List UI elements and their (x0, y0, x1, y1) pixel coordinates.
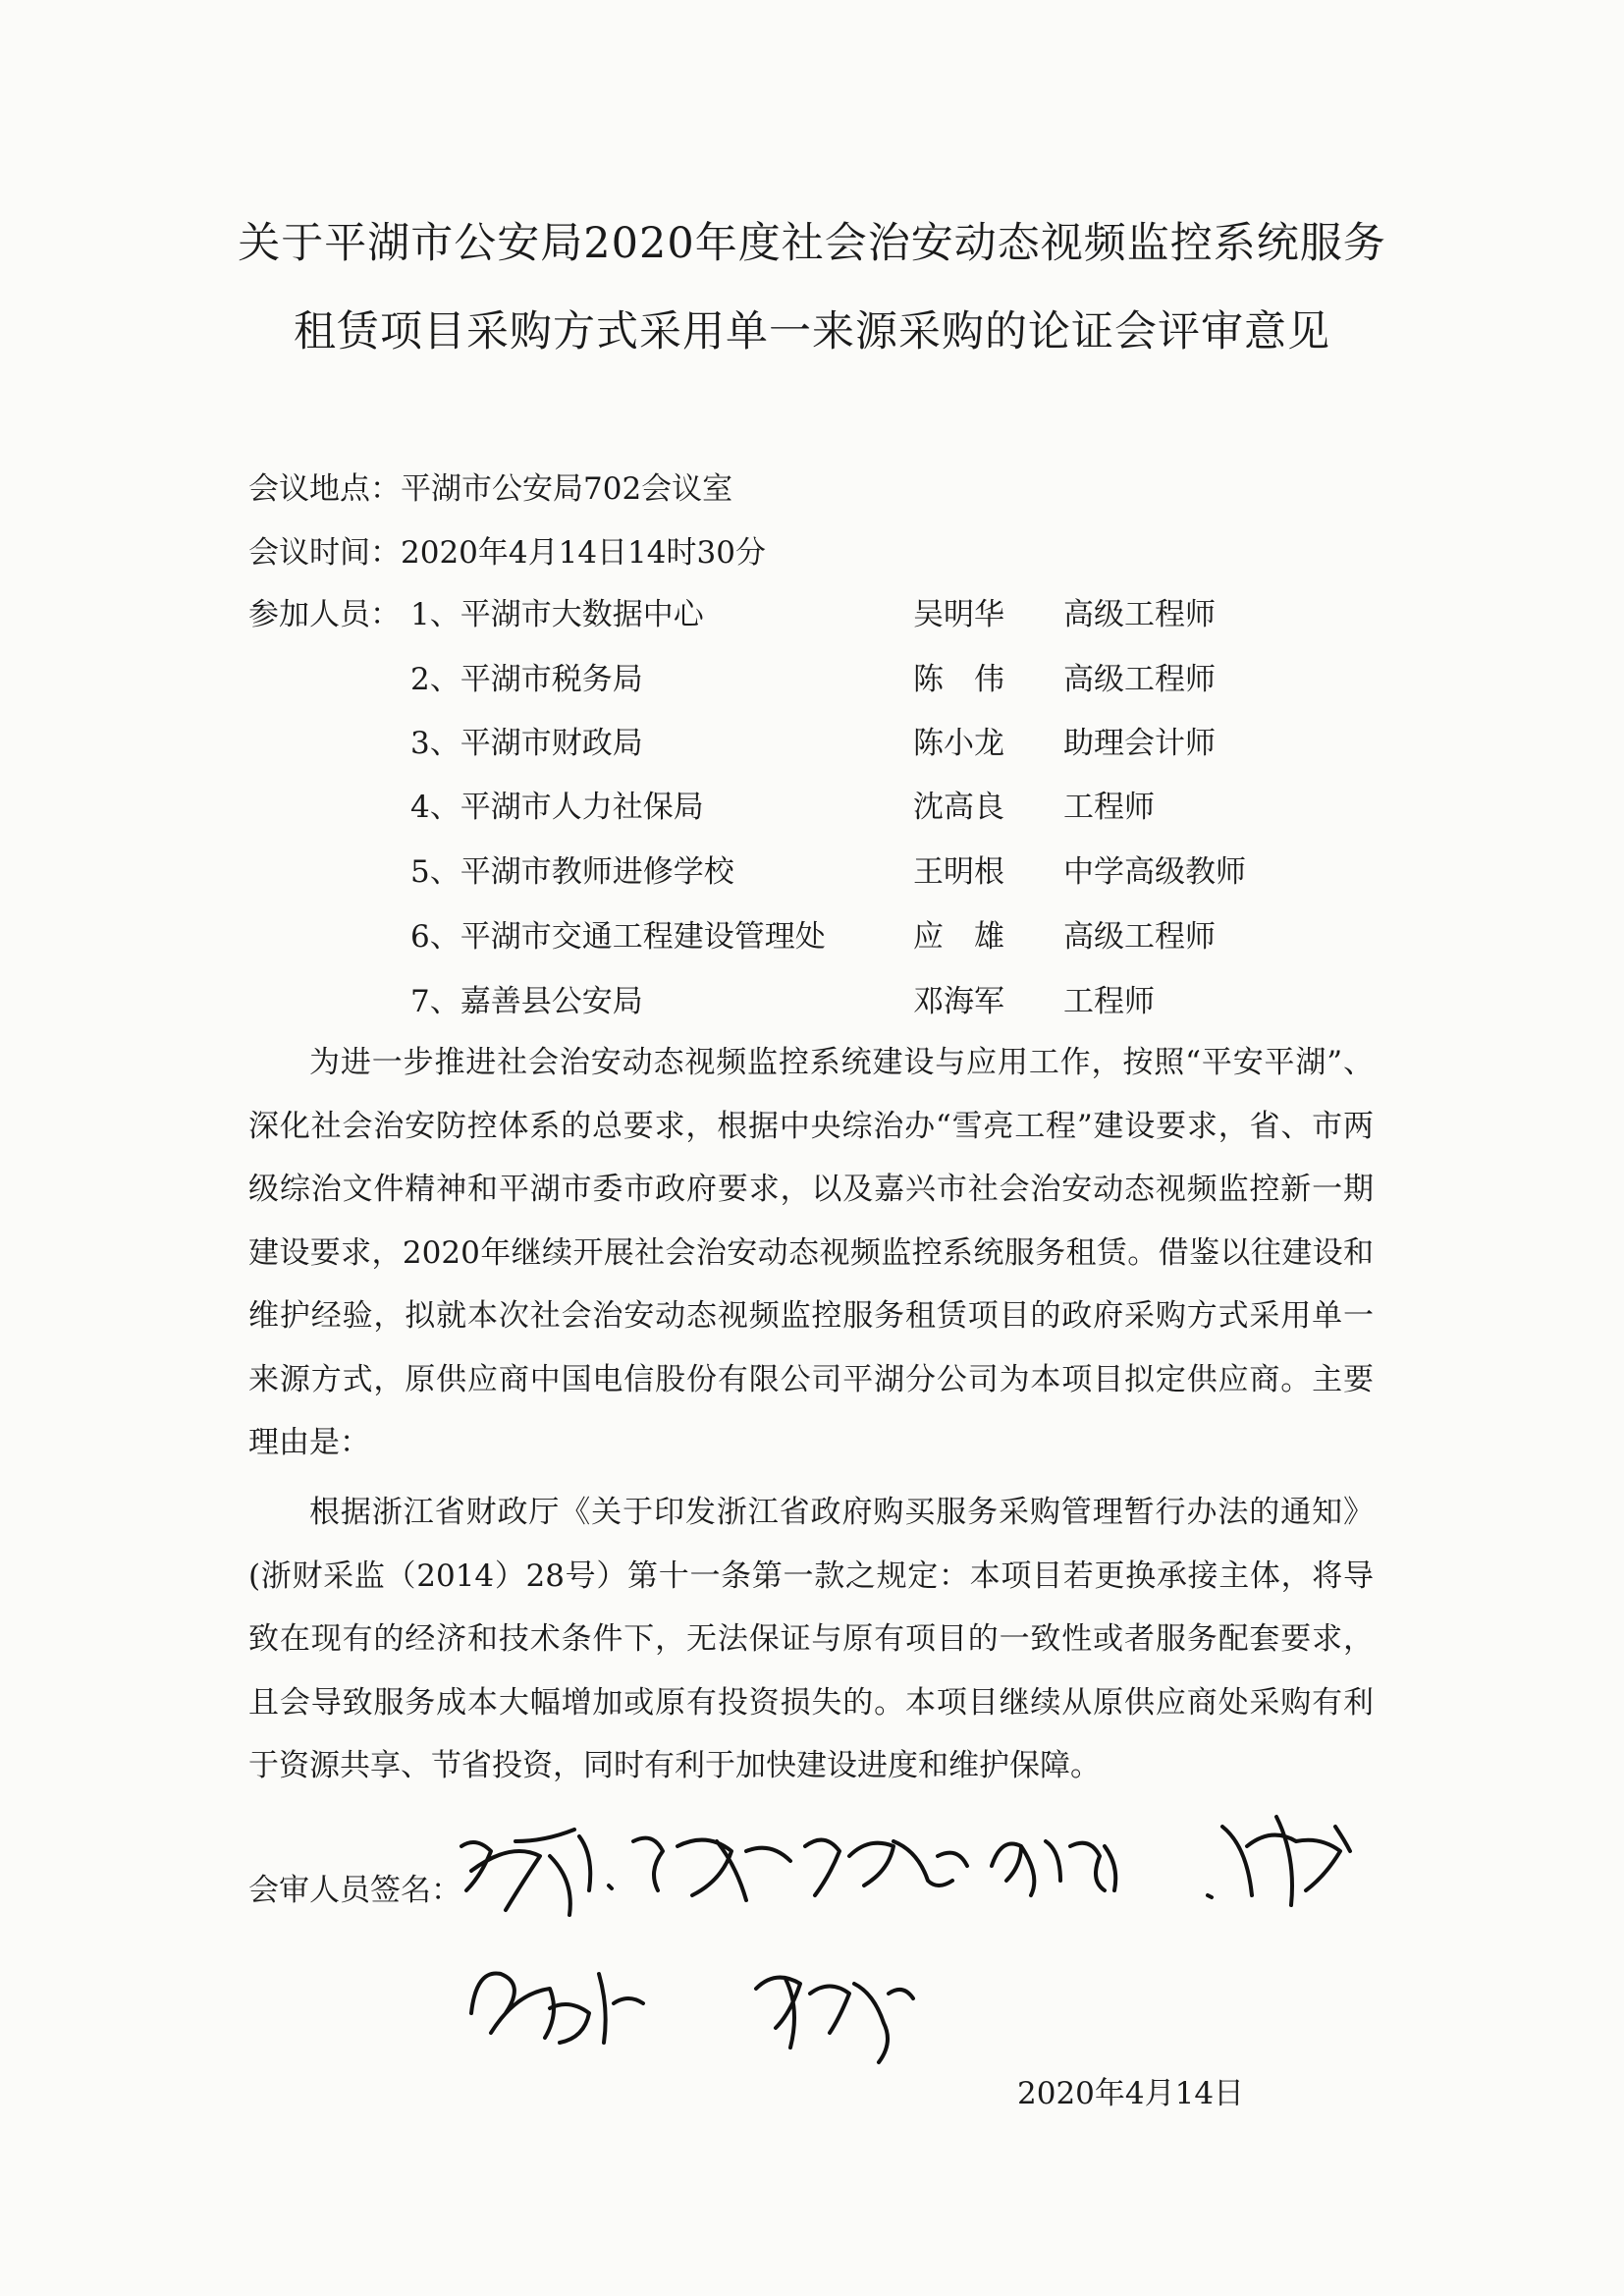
attendee-title: 助理会计师 (1063, 726, 1216, 761)
meeting-time: 会议时间：2020年4月14日14时30分 (248, 535, 766, 571)
attendee-name: 王明根 (913, 854, 1004, 890)
signature-7 (756, 1978, 913, 2062)
body-paragraph-2: 根据浙江省财政厅《关于印发浙江省政府购买服务采购管理暂行办法的通知》(浙财采监（2014）28号）第十一条第一款之规定：本项目若更换承接主体，将导致在现有的经济和技术条件下，无法保证与原有项目的一致性或者服务配套要求，且会导致服务成本大幅增加或原有投资损失的。本项目继续从原供应商处采购有利于资源共享、节省投资，同时有利于加快建设进度和维护保障。 (248, 1495, 1374, 1783)
attendee-name: 沈高良 (913, 790, 1004, 825)
attendee-name: 陈 伟 (913, 662, 1004, 697)
attendee-title: 工程师 (1063, 984, 1155, 1019)
attendee-name: 陈小龙 (913, 726, 1004, 761)
attendee-org: 3、平湖市财政局 (410, 726, 643, 761)
attendee-org: 1、平湖市大数据中心 (410, 597, 704, 632)
signature-4 (992, 1841, 1115, 1895)
attendees-label: 参加人员： (248, 597, 401, 632)
attendee-title: 工程师 (1063, 790, 1155, 825)
attendee-title: 高级工程师 (1063, 919, 1216, 955)
document-date: 2020年4月14日 (1017, 2076, 1245, 2111)
attendee-title: 高级工程师 (1063, 662, 1216, 697)
attendee-name: 应 雄 (913, 919, 1004, 955)
attendee-org: 2、平湖市税务局 (410, 662, 643, 697)
meeting-location: 会议地点：平湖市公安局702会议室 (248, 471, 733, 507)
attendee-name: 邓海军 (913, 984, 1004, 1019)
document-title-line1: 关于平湖市公安局2020年度社会治安动态视频监控系统服务 (238, 219, 1386, 268)
signature-label: 会审人员签名： (248, 1873, 461, 1908)
attendee-org: 5、平湖市教师进修学校 (410, 854, 734, 890)
body-paragraph-1: 为进一步推进社会治安动态视频监控系统建设与应用工作，按照“平安平湖”、深化社会治安防控体系的总要求，根据中央综治办“雪亮工程”建设要求，省、市两级综治文件精神和平湖市委市政府要求，以及嘉兴市社会治安动态视频监控新一期建设要求，2020年继续开展社会治安动态视频监控系统服务租赁。借鉴以往建设和维护经验，拟就本次社会治安动态视频监控服务租赁项目的政府采购方式采用单一来源方式，原供应商中国电信股份有限公司平湖分公司为本项目拟定供应商。主要理由是： (248, 1045, 1374, 1460)
document-title-line2: 租赁项目采购方式采用单一来源采购的论证会评审意见 (294, 307, 1330, 356)
attendee-title: 高级工程师 (1063, 597, 1216, 632)
attendee-title: 中学高级教师 (1063, 854, 1246, 890)
signature-2 (609, 1838, 790, 1900)
attendee-name: 吴明华 (913, 597, 1004, 632)
signature-3 (805, 1840, 967, 1895)
signature-6 (471, 1974, 643, 2044)
attendee-org: 4、平湖市人力社保局 (410, 790, 704, 825)
attendee-org: 6、平湖市交通工程建设管理处 (410, 919, 826, 955)
signature-5 (1208, 1817, 1350, 1905)
attendee-org: 7、嘉善县公安局 (410, 984, 643, 1019)
signature-1 (461, 1830, 590, 1915)
